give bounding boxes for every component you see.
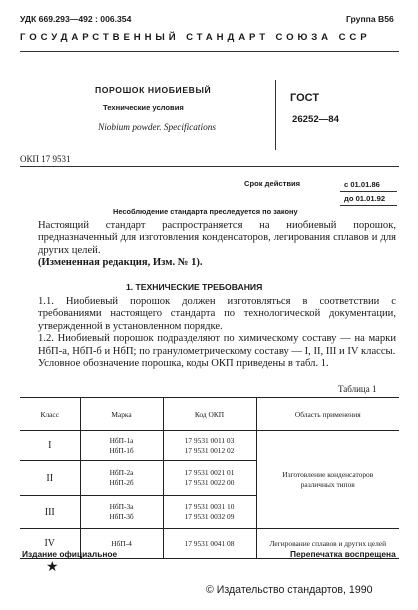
group-code: Группа В56 <box>346 14 394 24</box>
grade-cell: НбП-1а НбП-1б <box>80 431 163 461</box>
validity-to: до 01.01.92 <box>344 194 386 203</box>
edition-note: (Измененная редакция, Изм. № 1). <box>38 257 203 269</box>
header-application: Область применения <box>256 398 399 431</box>
class-cell: II <box>20 461 80 496</box>
document-title: ПОРОШОК НИОБИЕВЫЙ <box>95 85 212 95</box>
header-class: Класс <box>20 398 80 431</box>
table-row <box>20 431 399 461</box>
validity-from-rule <box>340 191 397 192</box>
english-title: Niobium powder. Specifications <box>98 123 217 133</box>
banner-rule <box>20 51 399 52</box>
okp-cell: 17 9531 0011 03 17 9531 0012 02 <box>163 431 256 461</box>
class-cell: III <box>20 496 80 529</box>
star-mark: ★ <box>46 560 59 575</box>
class-cell: IV <box>20 529 80 559</box>
gost-label: ГОСТ <box>290 92 320 104</box>
table-reference: Условное обозначение порошка, коды ОКП приведены в табл. 1. <box>38 358 329 370</box>
okp-cell: 17 9531 0031 10 17 9531 0032 09 <box>163 496 256 529</box>
grade-cell: НбП-4 <box>80 529 163 559</box>
clause-1-1: 1.1. Ниобиевый порошок должен изготовляться в соответствии с требованиями настоящего стандарта по технологической документации, утвержденной в установленном порядке. <box>38 296 396 332</box>
application-cell-alloying: Легирование сплавов и других целей <box>256 529 399 559</box>
copyright: © Издательство стандартов, 1990 <box>206 584 373 596</box>
section-heading: 1. ТЕХНИЧЕСКИЕ ТРЕБОВАНИЯ <box>126 282 263 292</box>
udk-code: УДК 669.293—492 : 006.354 <box>20 14 132 24</box>
class-cell: I <box>20 431 80 461</box>
header-grade: Марка <box>80 398 163 431</box>
reprint-prohibited: Перепечатка воспрещена <box>290 549 396 559</box>
intro-paragraph <box>22 220 396 270</box>
validity-from: с 01.01.86 <box>344 180 380 189</box>
official-edition: Издание официальное <box>22 549 118 559</box>
grade-cell: НбП-2а НбП-2б <box>80 461 163 496</box>
clause-1-2: 1.2. Ниобиевый порошок подразделяют по химическому составу — на марки НбП-а, НбП-б и НбП; по гранулометрическому составу — I, II, III и IV классы. <box>38 333 396 357</box>
okp-rule <box>20 166 399 167</box>
grade-cell: НбП-3а НбП-3б <box>80 496 163 529</box>
legal-notice: Несоблюдение стандарта преследуется по закону <box>113 207 298 216</box>
gost-number: 26252—84 <box>292 114 339 125</box>
standard-banner: ГОСУДАРСТВЕННЫЙ СТАНДАРТ СОЮЗА ССР <box>20 32 371 43</box>
table-caption: Таблица 1 <box>338 384 377 394</box>
validity-label: Срок действия <box>244 179 301 188</box>
application-cell-capacitors: Изготовление конденсаторов различных типов <box>256 431 399 529</box>
powder-grades-table <box>20 397 399 559</box>
header-okp-code: Код ОКП <box>163 398 256 431</box>
okp-cell: 17 9531 0021 01 17 9531 0022 00 <box>163 461 256 496</box>
section-body <box>22 296 396 370</box>
okp-code: ОКП 17 9531 <box>20 154 71 164</box>
intro-text: Настоящий стандарт распространяется на ниобиевый порошок, предназначенный для изготовления конденсаторов, легирования сплавов и для других целей. <box>38 220 396 256</box>
document-subtitle: Технические условия <box>103 103 184 112</box>
validity-to-rule <box>340 205 397 206</box>
table-header-row <box>20 398 399 431</box>
title-divider <box>275 80 276 150</box>
okp-cell: 17 9531 0041 08 <box>163 529 256 559</box>
